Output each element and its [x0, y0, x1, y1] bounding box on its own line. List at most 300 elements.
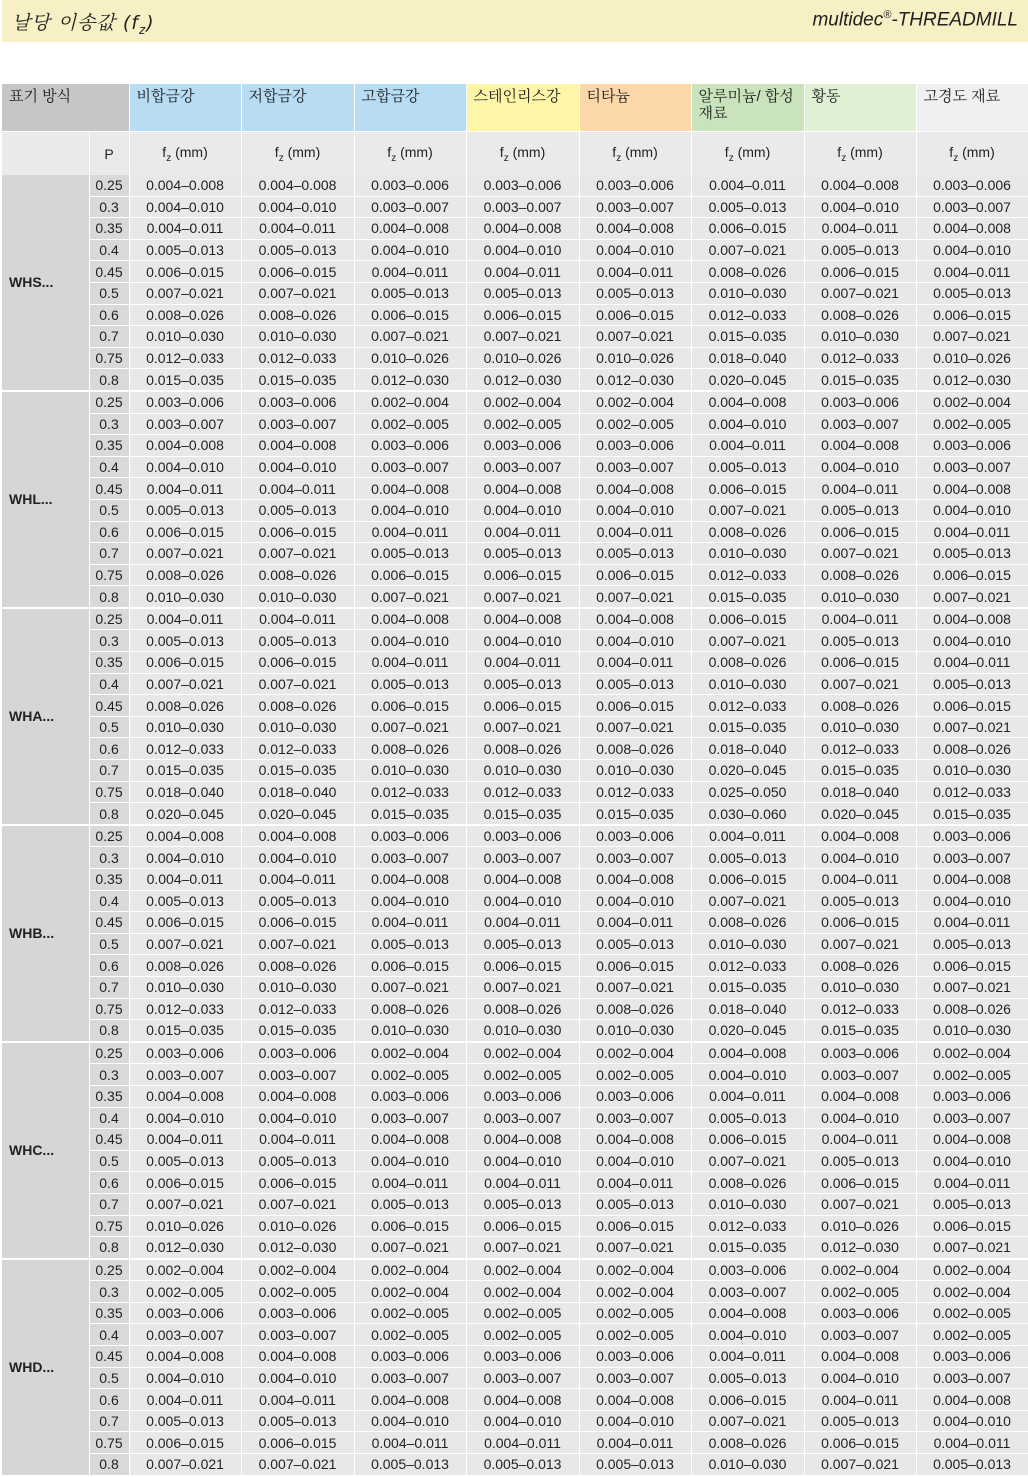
table-row — [2, 456, 1028, 478]
feed-value-cell: 0.008–0.026 — [129, 695, 241, 717]
feed-value-cell: 0.005–0.013 — [579, 1454, 691, 1476]
feed-value-cell: 0.012–0.033 — [916, 781, 1028, 803]
feed-value-cell: 0.007–0.021 — [691, 499, 804, 521]
feed-value-cell: 0.010–0.030 — [241, 716, 354, 738]
feed-value-cell: 0.020–0.045 — [804, 803, 916, 825]
feed-value-cell: 0.006–0.015 — [354, 564, 466, 586]
pitch-cell: 0.25 — [89, 1042, 129, 1064]
table-row — [2, 1237, 1028, 1259]
feed-value-cell: 0.004–0.008 — [916, 218, 1028, 240]
feed-value-cell: 0.003–0.006 — [804, 1302, 916, 1324]
pitch-cell: 0.5 — [89, 716, 129, 738]
feed-value-cell: 0.003–0.006 — [354, 1346, 466, 1368]
feed-value-cell: 0.003–0.006 — [466, 1085, 579, 1107]
feed-value-cell: 0.025–0.050 — [691, 781, 804, 803]
feed-value-cell: 0.006–0.015 — [804, 912, 916, 934]
feed-value-cell: 0.008–0.026 — [129, 564, 241, 586]
feed-value-cell: 0.006–0.015 — [579, 1215, 691, 1237]
feed-value-cell: 0.012–0.030 — [354, 369, 466, 391]
pitch-cell: 0.4 — [89, 890, 129, 912]
feed-value-cell: 0.006–0.015 — [241, 261, 354, 283]
feed-value-cell: 0.012–0.030 — [916, 369, 1028, 391]
feed-value-cell: 0.003–0.006 — [466, 435, 579, 457]
pitch-cell: 0.8 — [89, 586, 129, 608]
feed-value-cell: 0.005–0.013 — [804, 499, 916, 521]
feed-value-cell: 0.004–0.011 — [691, 435, 804, 457]
feed-value-cell: 0.006–0.015 — [804, 1432, 916, 1454]
feed-value-cell: 0.002–0.005 — [466, 413, 579, 435]
feed-value-cell: 0.004–0.010 — [916, 499, 1028, 521]
pitch-cell: 0.3 — [89, 413, 129, 435]
feed-value-cell: 0.002–0.005 — [354, 1302, 466, 1324]
pitch-cell: 0.35 — [89, 869, 129, 891]
feed-value-cell: 0.007–0.021 — [129, 673, 241, 695]
feed-value-cell: 0.004–0.011 — [579, 652, 691, 674]
feed-value-cell: 0.004–0.010 — [579, 1150, 691, 1172]
feed-value-cell: 0.004–0.008 — [354, 478, 466, 500]
feed-value-cell: 0.004–0.011 — [579, 1432, 691, 1454]
table-row — [2, 998, 1028, 1020]
unit-header — [466, 132, 579, 176]
table-row — [2, 847, 1028, 869]
table-row — [2, 738, 1028, 760]
feed-value-cell: 0.002–0.005 — [916, 413, 1028, 435]
feed-value-cell: 0.010–0.026 — [466, 347, 579, 369]
feed-value-cell: 0.003–0.006 — [354, 825, 466, 847]
feed-value-cell: 0.007–0.021 — [241, 282, 354, 304]
feed-value-cell: 0.006–0.015 — [129, 1172, 241, 1194]
feed-value-cell: 0.003–0.007 — [354, 456, 466, 478]
feed-value-cell: 0.010–0.030 — [129, 976, 241, 998]
feed-value-cell: 0.004–0.008 — [129, 435, 241, 457]
feed-value-cell: 0.004–0.010 — [241, 847, 354, 869]
feed-value-cell: 0.008–0.026 — [579, 738, 691, 760]
pitch-cell: 0.75 — [89, 998, 129, 1020]
feed-value-cell: 0.007–0.021 — [916, 586, 1028, 608]
unit-text: (mm) — [508, 143, 546, 160]
feed-value-cell: 0.007–0.021 — [579, 586, 691, 608]
pitch-cell: 0.45 — [89, 695, 129, 717]
feed-value-cell: 0.004–0.008 — [129, 825, 241, 847]
unit-symbol: f — [837, 143, 842, 160]
feed-value-cell: 0.012–0.033 — [691, 564, 804, 586]
feed-value-cell: 0.005–0.013 — [804, 1150, 916, 1172]
table-row — [2, 608, 1028, 630]
table-body — [2, 175, 1028, 1476]
feed-value-cell: 0.004–0.008 — [354, 1389, 466, 1411]
feed-value-cell: 0.004–0.011 — [354, 1172, 466, 1194]
feed-value-cell: 0.020–0.045 — [691, 760, 804, 782]
pitch-cell: 0.35 — [89, 1085, 129, 1107]
table-row — [2, 1085, 1028, 1107]
feed-value-cell: 0.006–0.015 — [354, 304, 466, 326]
designation-header-blank — [2, 132, 89, 176]
feed-value-cell: 0.006–0.015 — [916, 564, 1028, 586]
table-row — [2, 803, 1028, 825]
table-row — [2, 1129, 1028, 1151]
feed-value-cell: 0.030–0.060 — [691, 803, 804, 825]
feed-value-cell: 0.004–0.008 — [916, 1389, 1028, 1411]
feed-value-cell: 0.006–0.015 — [579, 695, 691, 717]
feed-value-cell: 0.005–0.013 — [354, 282, 466, 304]
series-label: WHL... — [2, 391, 89, 608]
pitch-cell: 0.75 — [89, 1432, 129, 1454]
feed-value-cell: 0.006–0.015 — [241, 652, 354, 674]
feed-value-cell: 0.006–0.015 — [354, 1215, 466, 1237]
pitch-cell: 0.7 — [89, 1410, 129, 1432]
feed-value-cell: 0.004–0.011 — [691, 825, 804, 847]
feed-value-cell: 0.020–0.045 — [691, 1020, 804, 1042]
feed-value-cell: 0.010–0.030 — [129, 326, 241, 348]
feed-value-cell: 0.006–0.015 — [691, 218, 804, 240]
feed-value-cell: 0.003–0.006 — [466, 1346, 579, 1368]
unit-symbol: f — [274, 143, 279, 160]
feed-value-cell: 0.003–0.006 — [579, 1085, 691, 1107]
table-row — [2, 499, 1028, 521]
feed-value-cell: 0.004–0.008 — [129, 1346, 241, 1368]
feed-value-cell: 0.004–0.008 — [916, 608, 1028, 630]
unit-subscript: z — [503, 152, 509, 164]
table-row — [2, 369, 1028, 391]
feed-value-cell: 0.004–0.010 — [466, 630, 579, 652]
table-row — [2, 933, 1028, 955]
feed-value-cell: 0.010–0.026 — [916, 347, 1028, 369]
feed-value-cell: 0.008–0.026 — [241, 564, 354, 586]
feed-value-cell: 0.004–0.010 — [129, 847, 241, 869]
feed-value-cell: 0.007–0.021 — [354, 976, 466, 998]
feed-value-cell: 0.003–0.007 — [579, 1367, 691, 1389]
feed-value-cell: 0.003–0.006 — [804, 1042, 916, 1064]
feed-value-cell: 0.003–0.007 — [354, 847, 466, 869]
feed-value-cell: 0.012–0.033 — [354, 781, 466, 803]
feed-value-cell: 0.002–0.005 — [916, 1064, 1028, 1086]
feed-value-cell: 0.002–0.005 — [579, 1302, 691, 1324]
feed-value-cell: 0.006–0.015 — [129, 1432, 241, 1454]
feed-value-cell: 0.007–0.021 — [804, 933, 916, 955]
feed-value-cell: 0.003–0.006 — [129, 391, 241, 413]
feed-value-cell: 0.008–0.026 — [241, 955, 354, 977]
feed-value-cell: 0.020–0.045 — [691, 369, 804, 391]
feed-value-cell: 0.018–0.040 — [129, 781, 241, 803]
feed-value-cell: 0.007–0.021 — [129, 1454, 241, 1476]
feed-value-cell: 0.003–0.006 — [579, 1346, 691, 1368]
feed-value-cell: 0.006–0.015 — [916, 955, 1028, 977]
feed-value-cell: 0.002–0.005 — [354, 413, 466, 435]
feed-value-cell: 0.007–0.021 — [466, 1237, 579, 1259]
feed-value-cell: 0.003–0.006 — [804, 391, 916, 413]
feed-value-cell: 0.005–0.013 — [691, 847, 804, 869]
table-row — [2, 716, 1028, 738]
feed-value-cell: 0.004–0.010 — [579, 239, 691, 261]
unit-symbol: f — [724, 143, 729, 160]
feed-value-cell: 0.004–0.011 — [241, 478, 354, 500]
pitch-cell: 0.25 — [89, 391, 129, 413]
feed-value-cell: 0.005–0.013 — [466, 673, 579, 695]
feed-value-cell: 0.002–0.004 — [354, 1042, 466, 1064]
feed-value-cell: 0.004–0.010 — [466, 499, 579, 521]
feed-value-cell: 0.004–0.011 — [241, 608, 354, 630]
feed-value-cell: 0.004–0.011 — [804, 1389, 916, 1411]
feed-value-cell: 0.003–0.007 — [466, 196, 579, 218]
table-row — [2, 218, 1028, 240]
feed-value-cell: 0.003–0.006 — [916, 825, 1028, 847]
series-label: WHD... — [2, 1259, 89, 1476]
pitch-cell: 0.75 — [89, 347, 129, 369]
feed-value-cell: 0.015–0.035 — [804, 760, 916, 782]
pitch-cell: 0.5 — [89, 499, 129, 521]
feed-value-cell: 0.005–0.013 — [129, 890, 241, 912]
feed-value-cell: 0.010–0.030 — [466, 760, 579, 782]
feed-value-cell: 0.012–0.030 — [804, 1237, 916, 1259]
feed-value-cell: 0.020–0.045 — [241, 803, 354, 825]
feed-value-cell: 0.006–0.015 — [466, 695, 579, 717]
feed-value-cell: 0.006–0.015 — [804, 1172, 916, 1194]
feed-value-cell: 0.004–0.011 — [916, 1432, 1028, 1454]
feed-value-cell: 0.003–0.006 — [579, 175, 691, 196]
feed-value-cell: 0.003–0.006 — [916, 1346, 1028, 1368]
feed-value-cell: 0.004–0.010 — [804, 847, 916, 869]
feed-value-cell: 0.007–0.021 — [804, 543, 916, 565]
feed-value-cell: 0.004–0.010 — [354, 239, 466, 261]
table-row — [2, 1302, 1028, 1324]
feed-value-cell: 0.002–0.004 — [916, 1042, 1028, 1064]
feed-value-cell: 0.007–0.021 — [804, 282, 916, 304]
feed-value-cell: 0.003–0.007 — [916, 847, 1028, 869]
feed-value-cell: 0.004–0.010 — [804, 196, 916, 218]
table-row — [2, 1193, 1028, 1215]
feed-value-cell: 0.005–0.013 — [354, 933, 466, 955]
feed-value-cell: 0.005–0.013 — [241, 630, 354, 652]
table-row — [2, 673, 1028, 695]
feed-value-cell: 0.004–0.010 — [691, 1324, 804, 1346]
table-row — [2, 586, 1028, 608]
feed-value-cell: 0.005–0.013 — [916, 543, 1028, 565]
feed-value-cell: 0.002–0.004 — [579, 1281, 691, 1303]
feed-value-cell: 0.008–0.026 — [804, 955, 916, 977]
pitch-cell: 0.75 — [89, 1215, 129, 1237]
table-row — [2, 1042, 1028, 1064]
pitch-cell: 0.75 — [89, 564, 129, 586]
feed-value-cell: 0.004–0.008 — [354, 608, 466, 630]
feed-value-cell: 0.003–0.006 — [579, 825, 691, 847]
feed-value-cell: 0.015–0.035 — [691, 976, 804, 998]
feed-value-cell: 0.015–0.035 — [241, 1020, 354, 1042]
feed-value-cell: 0.003–0.007 — [129, 1064, 241, 1086]
feed-value-cell: 0.004–0.011 — [354, 261, 466, 283]
feed-value-cell: 0.007–0.021 — [354, 586, 466, 608]
feed-value-cell: 0.005–0.013 — [691, 456, 804, 478]
table-row — [2, 521, 1028, 543]
feed-value-cell: 0.007–0.021 — [579, 326, 691, 348]
feed-value-cell: 0.004–0.008 — [129, 1085, 241, 1107]
feed-value-cell: 0.006–0.015 — [916, 304, 1028, 326]
pitch-cell: 0.25 — [89, 175, 129, 196]
feed-value-cell: 0.008–0.026 — [804, 695, 916, 717]
feed-value-cell: 0.004–0.008 — [579, 1129, 691, 1151]
feed-value-cell: 0.004–0.008 — [916, 478, 1028, 500]
feed-value-cell: 0.003–0.006 — [129, 1302, 241, 1324]
pitch-cell: 0.8 — [89, 369, 129, 391]
feed-value-cell: 0.002–0.004 — [466, 1042, 579, 1064]
feed-value-cell: 0.003–0.007 — [579, 456, 691, 478]
feed-value-cell: 0.010–0.026 — [129, 1215, 241, 1237]
feed-value-cell: 0.004–0.010 — [579, 890, 691, 912]
unit-text: (mm) — [958, 143, 995, 160]
feed-value-cell: 0.015–0.035 — [129, 760, 241, 782]
feed-value-cell: 0.010–0.030 — [241, 326, 354, 348]
feed-value-cell: 0.006–0.015 — [466, 564, 579, 586]
title-text: 날당 이송값 (f — [12, 12, 139, 34]
feed-value-cell: 0.007–0.021 — [241, 673, 354, 695]
feed-value-cell: 0.004–0.011 — [691, 1085, 804, 1107]
table-row — [2, 1064, 1028, 1086]
feed-value-cell: 0.010–0.026 — [241, 1215, 354, 1237]
feed-value-cell: 0.015–0.035 — [691, 326, 804, 348]
pitch-cell: 0.3 — [89, 196, 129, 218]
feed-value-cell: 0.005–0.013 — [916, 1193, 1028, 1215]
feed-value-cell: 0.004–0.011 — [129, 1389, 241, 1411]
feed-value-cell: 0.005–0.013 — [804, 890, 916, 912]
feed-value-cell: 0.012–0.030 — [466, 369, 579, 391]
feed-value-cell: 0.003–0.007 — [466, 847, 579, 869]
feed-value-cell: 0.007–0.021 — [916, 716, 1028, 738]
feed-value-cell: 0.012–0.033 — [691, 695, 804, 717]
pitch-cell: 0.6 — [89, 304, 129, 326]
feed-value-cell: 0.004–0.010 — [241, 456, 354, 478]
feed-value-cell: 0.004–0.011 — [354, 912, 466, 934]
feed-value-cell: 0.006–0.015 — [241, 521, 354, 543]
feed-value-cell: 0.004–0.011 — [804, 1129, 916, 1151]
feed-value-cell: 0.005–0.013 — [579, 1193, 691, 1215]
feed-value-cell: 0.005–0.013 — [241, 1150, 354, 1172]
feed-value-cell: 0.003–0.007 — [466, 1107, 579, 1129]
feed-value-cell: 0.007–0.021 — [579, 716, 691, 738]
feed-value-cell: 0.003–0.007 — [916, 456, 1028, 478]
registered-mark: ® — [883, 9, 892, 21]
brand-label — [812, 9, 1018, 31]
table-row — [2, 564, 1028, 586]
feed-value-cell: 0.005–0.013 — [916, 1454, 1028, 1476]
feed-value-cell: 0.003–0.007 — [241, 1324, 354, 1346]
feed-value-cell: 0.004–0.010 — [691, 413, 804, 435]
unit-header — [129, 132, 241, 176]
feed-value-cell: 0.004–0.011 — [916, 1172, 1028, 1194]
feed-value-cell: 0.004–0.011 — [916, 652, 1028, 674]
feed-value-cell: 0.004–0.008 — [916, 869, 1028, 891]
feed-value-cell: 0.002–0.004 — [354, 1281, 466, 1303]
feed-value-cell: 0.007–0.021 — [241, 1454, 354, 1476]
feed-value-cell: 0.004–0.008 — [129, 175, 241, 196]
feed-value-cell: 0.010–0.030 — [804, 586, 916, 608]
feed-value-cell: 0.007–0.021 — [466, 716, 579, 738]
feed-value-cell: 0.004–0.011 — [579, 912, 691, 934]
feed-value-cell: 0.004–0.011 — [916, 261, 1028, 283]
feed-value-cell: 0.010–0.030 — [129, 716, 241, 738]
feed-value-cell: 0.004–0.008 — [354, 218, 466, 240]
feed-value-cell: 0.006–0.015 — [241, 1432, 354, 1454]
material-header: 고합금강 — [354, 84, 466, 132]
feed-value-cell: 0.005–0.013 — [916, 282, 1028, 304]
feed-value-cell: 0.007–0.021 — [466, 976, 579, 998]
feed-value-cell: 0.008–0.026 — [804, 304, 916, 326]
feed-value-cell: 0.004–0.008 — [579, 218, 691, 240]
feed-value-cell: 0.015–0.035 — [804, 369, 916, 391]
feed-value-cell: 0.006–0.015 — [916, 695, 1028, 717]
feed-value-cell: 0.010–0.030 — [579, 1020, 691, 1042]
pitch-cell: 0.25 — [89, 825, 129, 847]
feed-value-cell: 0.004–0.010 — [466, 1410, 579, 1432]
feed-value-cell: 0.004–0.010 — [579, 499, 691, 521]
feed-value-cell: 0.004–0.010 — [804, 1367, 916, 1389]
feed-value-cell: 0.012–0.033 — [129, 998, 241, 1020]
feed-value-cell: 0.002–0.004 — [579, 1259, 691, 1281]
feed-value-cell: 0.018–0.040 — [691, 738, 804, 760]
feed-value-cell: 0.006–0.015 — [354, 695, 466, 717]
unit-header-row — [2, 132, 1028, 176]
feed-value-cell: 0.006–0.015 — [466, 304, 579, 326]
feed-value-cell: 0.020–0.045 — [129, 803, 241, 825]
designation-header: 표기 방식 — [2, 84, 129, 132]
feed-value-cell: 0.004–0.008 — [804, 825, 916, 847]
feed-value-cell: 0.012–0.033 — [691, 304, 804, 326]
feed-value-cell: 0.005–0.013 — [241, 1410, 354, 1432]
pitch-cell: 0.6 — [89, 1172, 129, 1194]
feed-value-cell: 0.004–0.011 — [804, 869, 916, 891]
feed-value-cell: 0.004–0.010 — [241, 1107, 354, 1129]
feed-value-cell: 0.008–0.026 — [579, 998, 691, 1020]
feed-value-cell: 0.003–0.007 — [129, 1324, 241, 1346]
feed-value-cell: 0.004–0.008 — [804, 1346, 916, 1368]
feed-value-cell: 0.004–0.008 — [241, 825, 354, 847]
feed-value-cell: 0.003–0.007 — [804, 413, 916, 435]
feed-value-cell: 0.006–0.015 — [804, 521, 916, 543]
feed-value-cell: 0.005–0.013 — [579, 933, 691, 955]
feed-value-cell: 0.006–0.015 — [466, 1215, 579, 1237]
feed-value-cell: 0.004–0.008 — [579, 608, 691, 630]
feed-value-cell: 0.015–0.035 — [691, 716, 804, 738]
pitch-cell: 0.6 — [89, 1389, 129, 1411]
pitch-header: P — [89, 132, 129, 176]
pitch-cell: 0.3 — [89, 1064, 129, 1086]
pitch-cell: 0.4 — [89, 1324, 129, 1346]
feed-value-cell: 0.006–0.015 — [691, 608, 804, 630]
table-row — [2, 1454, 1028, 1476]
table-row — [2, 825, 1028, 847]
feed-value-cell: 0.004–0.008 — [354, 869, 466, 891]
feed-value-cell: 0.002–0.004 — [916, 391, 1028, 413]
feed-value-cell: 0.004–0.011 — [354, 521, 466, 543]
feed-value-cell: 0.003–0.006 — [241, 1302, 354, 1324]
feed-value-cell: 0.002–0.005 — [804, 1281, 916, 1303]
unit-symbol: f — [387, 143, 392, 160]
pitch-cell: 0.7 — [89, 976, 129, 998]
unit-text: (mm) — [283, 143, 321, 160]
feed-value-cell: 0.012–0.033 — [804, 738, 916, 760]
feed-value-cell: 0.010–0.030 — [241, 586, 354, 608]
feed-value-cell: 0.006–0.015 — [691, 1129, 804, 1151]
feed-value-cell: 0.004–0.010 — [354, 499, 466, 521]
feed-value-cell: 0.003–0.007 — [354, 1107, 466, 1129]
table-row — [2, 630, 1028, 652]
pitch-cell: 0.3 — [89, 630, 129, 652]
feed-value-cell: 0.004–0.011 — [466, 261, 579, 283]
feed-value-cell: 0.006–0.015 — [579, 955, 691, 977]
feed-value-cell: 0.008–0.026 — [466, 998, 579, 1020]
feed-value-cell: 0.004–0.010 — [354, 1150, 466, 1172]
feed-value-cell: 0.002–0.004 — [579, 391, 691, 413]
feed-value-cell: 0.010–0.030 — [241, 976, 354, 998]
feed-value-cell: 0.007–0.021 — [691, 239, 804, 261]
